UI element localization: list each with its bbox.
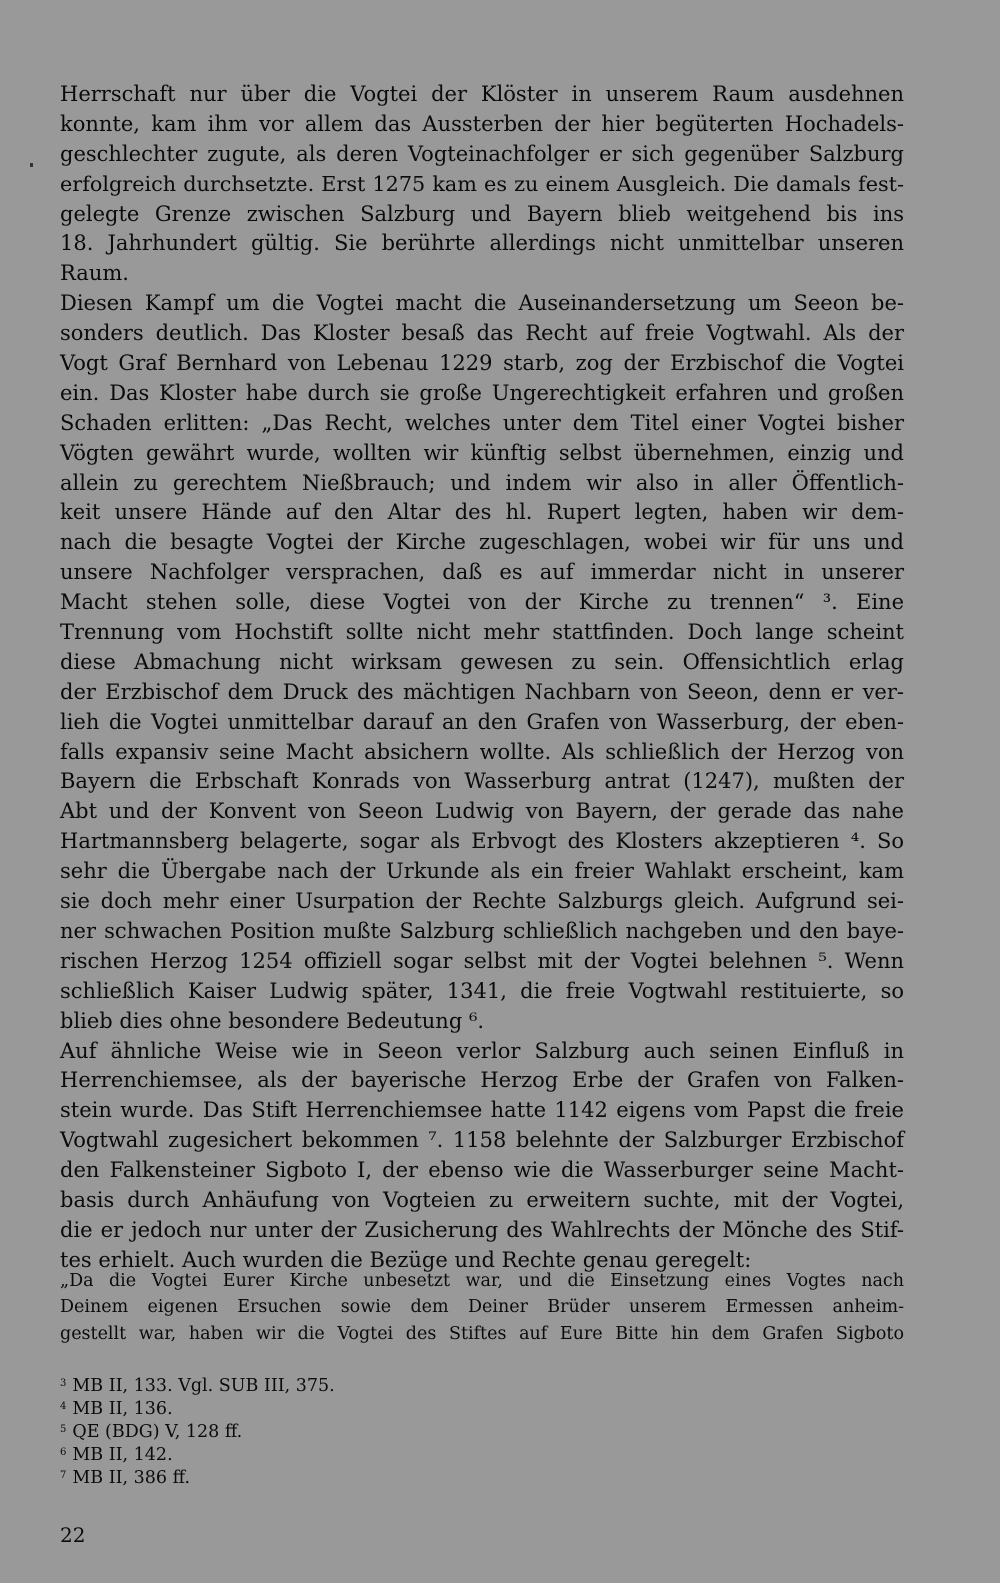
body-line: Trennung vom Hochstift sollte nicht mehr stattfinden. Doch lange scheint — [60, 620, 904, 645]
body-line: geschlechter zugute, als deren Vogteinachfolger er sich gegenüber Salzburg — [60, 141, 904, 166]
body-line: 18. Jahrhundert gültig. Sie berührte allerdings nicht unmittelbar unseren — [60, 231, 904, 256]
body-line: Vogt Graf Bernhard von Lebenau 1229 starb, zog der Erzbischof die Vogtei — [60, 351, 904, 376]
body-line: Herrschaft nur über die Vogtei der Klöster in unserem Raum ausdehnen — [60, 82, 904, 106]
body-line: Macht stehen solle, diese Vogtei von der Kirche zu trennen“ ³. Eine — [60, 590, 904, 615]
block-quote — [60, 1268, 904, 1347]
body-line: Bayern die Erbschaft Konrads von Wasserburg antrat (1247), mußten der — [60, 769, 904, 794]
footnote-number: 7 — [60, 1470, 67, 1481]
body-text — [60, 80, 904, 1276]
body-line: Vogtwahl zugesichert bekommen ⁷. 1158 belehnte der Salzburger Erzbischof — [60, 1128, 904, 1153]
body-line: ein. Das Kloster habe durch sie große Ungerechtigkeit erfahren und großen — [60, 380, 904, 405]
body-line: keit unsere Hände auf den Altar des hl. Rupert legten, haben wir dem- — [60, 500, 904, 525]
body-line: blieb dies ohne besondere Bedeutung ⁶. — [60, 1008, 485, 1033]
body-line: Diesen Kampf um die Vogtei macht die Auseinandersetzung um Seeon be- — [60, 291, 904, 316]
body-line: sie doch mehr einer Usurpation der Rechte Salzburgs gleich. Aufgrund sei- — [60, 889, 904, 914]
footnote-number: 6 — [60, 1447, 67, 1458]
footnote-text: MB II, 136. — [72, 1399, 173, 1419]
body-line: basis durch Anhäufung von Vogteien zu erweitern suchte, mit der Vogtei, — [60, 1187, 904, 1212]
footnote-number: 3 — [60, 1378, 67, 1389]
body-line: lieh die Vogtei unmittelbar darauf an den Grafen von Wasserburg, der eben- — [60, 709, 904, 734]
body-line: Schaden erlitten: „Das Recht, welches unter dem Titel einer Vogtei bisher — [60, 410, 904, 435]
body-line: den Falkensteiner Sigboto I, der ebenso wie die Wasserburger seine Macht- — [60, 1158, 904, 1183]
body-line: diese Abmachung nicht wirksam gewesen zu sein. Offensichtlich erlag — [60, 649, 904, 674]
body-line: tes erhielt. Auch wurden die Bezüge und Rechte genau geregelt: — [60, 1247, 752, 1272]
scan-speck — [30, 163, 33, 167]
page-number: 22 — [60, 1523, 86, 1547]
body-line: der Erzbischof dem Druck des mächtigen Nachbarn von Seeon, denn er ver- — [60, 679, 904, 704]
body-line: falls expansiv seine Macht absichern wollte. Als schließlich der Herzog von — [60, 739, 904, 764]
body-line: schließlich Kaiser Ludwig später, 1341, die freie Vogtwahl restituierte, so — [60, 978, 904, 1003]
footnote — [60, 1418, 904, 1441]
footnote — [60, 1441, 904, 1464]
footnote-text: MB II, 133. Vgl. SUB III, 375. — [72, 1376, 335, 1396]
body-line: Abt und der Konvent von Seeon Ludwig von Bayern, der gerade das nahe — [60, 799, 904, 824]
body-line: ner schwachen Position mußte Salzburg schließlich nachgeben und den baye- — [60, 918, 904, 943]
body-line: Raum. — [60, 261, 129, 286]
footnote-text: MB II, 386 ff. — [72, 1468, 191, 1488]
footnote-text: QE (BDG) V, 128 ff. — [72, 1422, 243, 1442]
footnotes — [60, 1372, 904, 1487]
footnote — [60, 1395, 904, 1418]
footnote-number: 4 — [60, 1401, 67, 1412]
body-line: Vögten gewährt wurde, wollten wir künftig selbst übernehmen, einzig und — [60, 440, 904, 465]
body-line: Hartmannsberg belagerte, sogar als Erbvogt des Klosters akzeptieren ⁴. So — [60, 829, 904, 854]
body-line: allein zu gerechtem Nießbrauch; und indem wir also in aller Öffentlich- — [60, 470, 904, 495]
body-line: erfolgreich durchsetzte. Erst 1275 kam es zu einem Ausgleich. Die damals fest- — [60, 171, 904, 196]
footnote-number: 5 — [60, 1424, 67, 1435]
body-line: stein wurde. Das Stift Herrenchiemsee hatte 1142 eigens vom Papst die freie — [60, 1098, 904, 1123]
quote-line: „Da die Vogtei Eurer Kirche unbesetzt war, und die Einsetzung eines Vogtes nach — [60, 1271, 904, 1291]
footnote — [60, 1372, 904, 1395]
body-line: Herrenchiemsee, als der bayerische Herzog Erbe der Grafen von Falken- — [60, 1068, 904, 1093]
quote-line: Deinem eigenen Ersuchen sowie dem Deiner Brüder unserem Ermessen anheim- — [60, 1297, 904, 1318]
body-line: rischen Herzog 1254 offiziell sogar selbst mit der Vogtei belehnen ⁵. Wenn — [60, 948, 904, 973]
body-line: sehr die Übergabe nach der Urkunde als ein freier Wahlakt erscheint, kam — [60, 859, 904, 884]
footnote — [60, 1464, 904, 1487]
quote-line: gestellt war, haben wir die Vogtei des Stiftes auf Eure Bitte hin dem Grafen Sigboto — [60, 1323, 904, 1344]
body-line: unsere Nachfolger versprachen, daß es auf immerdar nicht in unserer — [60, 560, 904, 585]
body-line: sonders deutlich. Das Kloster besaß das Recht auf freie Vogtwahl. Als der — [60, 321, 904, 346]
body-line: die er jedoch nur unter der Zusicherung des Wahlrechts der Mönche des Stif- — [60, 1217, 904, 1242]
body-line: konnte, kam ihm vor allem das Aussterben der hier begüterten Hochadels- — [60, 111, 904, 136]
body-line: Auf ähnliche Weise wie in Seeon verlor Salzburg auch seinen Einfluß in — [60, 1038, 904, 1063]
body-line: gelegte Grenze zwischen Salzburg und Bayern blieb weitgehend bis ins — [60, 201, 904, 226]
footnote-text: MB II, 142. — [72, 1445, 173, 1465]
body-line: nach die besagte Vogtei der Kirche zugeschlagen, wobei wir für uns und — [60, 530, 904, 555]
